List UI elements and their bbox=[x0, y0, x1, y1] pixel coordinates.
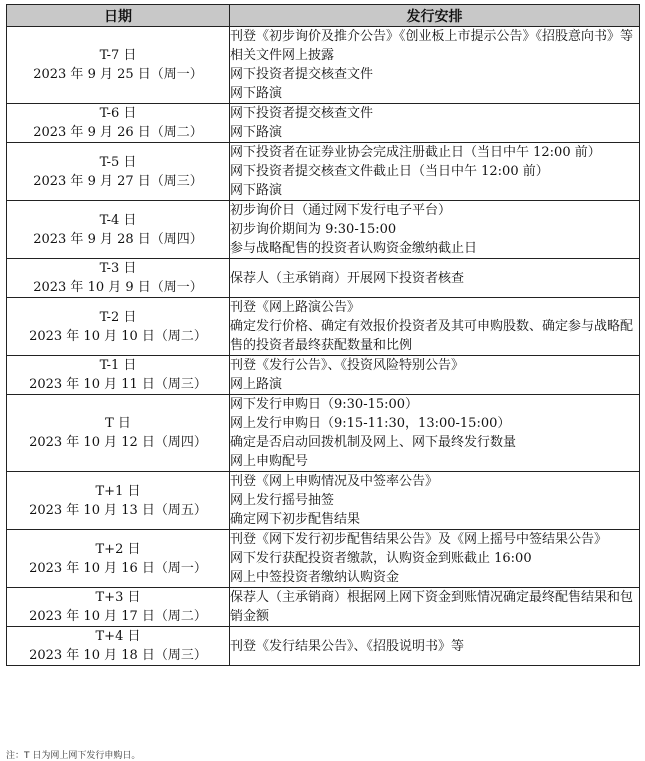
date-cell bbox=[7, 627, 230, 666]
arrangement-item: 网下路演 bbox=[230, 183, 283, 198]
arrangement-item: 刊登《网上申购情况及中签率公告》 bbox=[230, 474, 439, 489]
date-cell bbox=[7, 104, 230, 143]
day-label: T+4 日 bbox=[95, 629, 141, 644]
day-label: T-4 日 bbox=[99, 212, 137, 228]
arrangement-cell bbox=[230, 530, 640, 588]
table-row bbox=[7, 530, 640, 588]
arrangement-item: 网上发行摇号抽签 bbox=[230, 493, 335, 508]
arrangement-item: 刊登《发行结果公告》、《招股说明书》等 bbox=[230, 638, 465, 654]
arrangement-cell bbox=[230, 395, 640, 472]
date-cell bbox=[7, 201, 230, 259]
calendar-date: 2023 年 10 月 16 日（周一） bbox=[29, 560, 207, 576]
date-cell bbox=[7, 588, 230, 627]
issuance-schedule-table bbox=[6, 4, 640, 666]
calendar-date: 2023 年 10 月 11 日（周三） bbox=[29, 377, 207, 392]
arrangement-item: 网下投资者提交核查文件截止日（当日中午 12:00 前） bbox=[230, 164, 549, 179]
arrangement-cell bbox=[230, 104, 640, 143]
day-label: T-7 日 bbox=[99, 48, 137, 63]
calendar-date: 2023 年 10 月 9 日（周一） bbox=[33, 280, 203, 295]
table-row bbox=[7, 472, 640, 530]
arrangement-item: 初步询价日（通过网下发行电子平台） bbox=[230, 203, 452, 218]
day-label: T-2 日 bbox=[99, 309, 137, 325]
arrangement-item: 确定发行价格、确定有效报价投资者及其可申购股数、确定参与战略配售的投资者最终获配数量和比例 bbox=[230, 319, 634, 353]
arrangement-item: 刊登《发行公告》、《投资风险特别公告》 bbox=[230, 358, 465, 373]
table-row bbox=[7, 143, 640, 201]
table-row bbox=[7, 27, 640, 104]
table-footnote: 注：T 日为网上网下发行申购日。 bbox=[6, 751, 141, 761]
table-row bbox=[7, 395, 640, 472]
table-row bbox=[7, 259, 640, 298]
date-cell bbox=[7, 395, 230, 472]
arrangement-item: 网下发行申购日（9:30-15:00） bbox=[230, 397, 419, 412]
table-row bbox=[7, 201, 640, 259]
calendar-date: 2023 年 10 月 10 日（周二） bbox=[29, 328, 207, 344]
date-cell bbox=[7, 143, 230, 201]
calendar-date: 2023 年 10 月 17 日（周二） bbox=[29, 609, 207, 624]
arrangement-cell bbox=[230, 201, 640, 259]
calendar-date: 2023 年 10 月 12 日（周四） bbox=[29, 435, 207, 450]
table-row bbox=[7, 104, 640, 143]
arrangement-cell bbox=[230, 27, 640, 104]
day-label: T+2 日 bbox=[95, 541, 141, 557]
date-cell bbox=[7, 27, 230, 104]
arrangement-item: 参与战略配售的投资者认购资金缴纳截止日 bbox=[230, 241, 478, 256]
day-label: T-1 日 bbox=[99, 358, 137, 373]
date-cell bbox=[7, 356, 230, 395]
arrangement-item: 网上中签投资者缴纳认购资金 bbox=[230, 570, 400, 585]
table-row bbox=[7, 298, 640, 356]
arrangement-cell bbox=[230, 588, 640, 627]
arrangement-item: 保荐人（主承销商）开展网下投资者核查 bbox=[230, 270, 465, 286]
day-label: T+1 日 bbox=[95, 483, 141, 499]
calendar-date: 2023 年 10 月 18 日（周三） bbox=[29, 648, 207, 663]
calendar-date: 2023 年 9 月 27 日（周三） bbox=[33, 173, 203, 189]
arrangement-item: 网下投资者提交核查文件 bbox=[230, 106, 374, 121]
table-row bbox=[7, 356, 640, 395]
arrangement-item: 网上申购配号 bbox=[230, 454, 309, 469]
calendar-date: 2023 年 9 月 25 日（周一） bbox=[33, 67, 203, 82]
arrangement-item: 确定是否启动回拨机制及网上、网下最终发行数量 bbox=[230, 435, 517, 450]
arrangement-item: 刊登《初步询价及推介公告》《创业板上市提示公告》《招股意向书》等相关文件网上披露 bbox=[230, 29, 634, 63]
arrangement-cell bbox=[230, 298, 640, 356]
calendar-date: 2023 年 9 月 26 日（周二） bbox=[33, 125, 203, 140]
arrangement-cell bbox=[230, 259, 640, 298]
arrangement-item: 网下发行获配投资者缴款，认购资金到账截止 16:00 bbox=[230, 551, 532, 566]
arrangement-cell bbox=[230, 627, 640, 666]
day-label: T 日 bbox=[105, 416, 131, 431]
table-row bbox=[7, 588, 640, 627]
day-label: T+3 日 bbox=[95, 590, 141, 605]
day-label: T-3 日 bbox=[99, 261, 137, 276]
table-row bbox=[7, 627, 640, 666]
date-cell bbox=[7, 259, 230, 298]
arrangement-item: 刊登《网上路演公告》 bbox=[230, 300, 361, 315]
arrangement-item: 初步询价期间为 9:30-15:00 bbox=[230, 222, 397, 237]
arrangement-item: 网上路演 bbox=[230, 377, 283, 392]
day-label: T-6 日 bbox=[99, 106, 137, 121]
date-cell bbox=[7, 472, 230, 530]
arrangement-column-header: 发行安排 bbox=[230, 5, 640, 27]
arrangement-item: 网下路演 bbox=[230, 86, 283, 101]
arrangement-item: 刊登《网下发行初步配售结果公告》及《网上摇号中签结果公告》 bbox=[230, 532, 608, 547]
arrangement-item: 网下路演 bbox=[230, 125, 283, 140]
date-column-header: 日期 bbox=[7, 5, 230, 27]
table-header-row bbox=[7, 5, 640, 27]
calendar-date: 2023 年 9 月 28 日（周四） bbox=[33, 231, 203, 247]
day-label: T-5 日 bbox=[99, 154, 137, 170]
calendar-date: 2023 年 10 月 13 日（周五） bbox=[29, 502, 207, 518]
arrangement-item: 网下投资者提交核查文件 bbox=[230, 67, 374, 82]
arrangement-cell bbox=[230, 472, 640, 530]
arrangement-item: 网下投资者在证券业协会完成注册截止日（当日中午 12:00 前） bbox=[230, 145, 601, 160]
schedule-body bbox=[7, 27, 640, 666]
arrangement-item: 确定网下初步配售结果 bbox=[230, 512, 361, 527]
arrangement-item: 保荐人（主承销商）根据网上网下资金到账情况确定最终配售结果和包销金额 bbox=[230, 590, 634, 624]
date-cell bbox=[7, 298, 230, 356]
arrangement-cell bbox=[230, 356, 640, 395]
date-cell bbox=[7, 530, 230, 588]
arrangement-item: 网上发行申购日（9:15-11:30，13:00-15:00） bbox=[230, 416, 511, 431]
arrangement-cell bbox=[230, 143, 640, 201]
